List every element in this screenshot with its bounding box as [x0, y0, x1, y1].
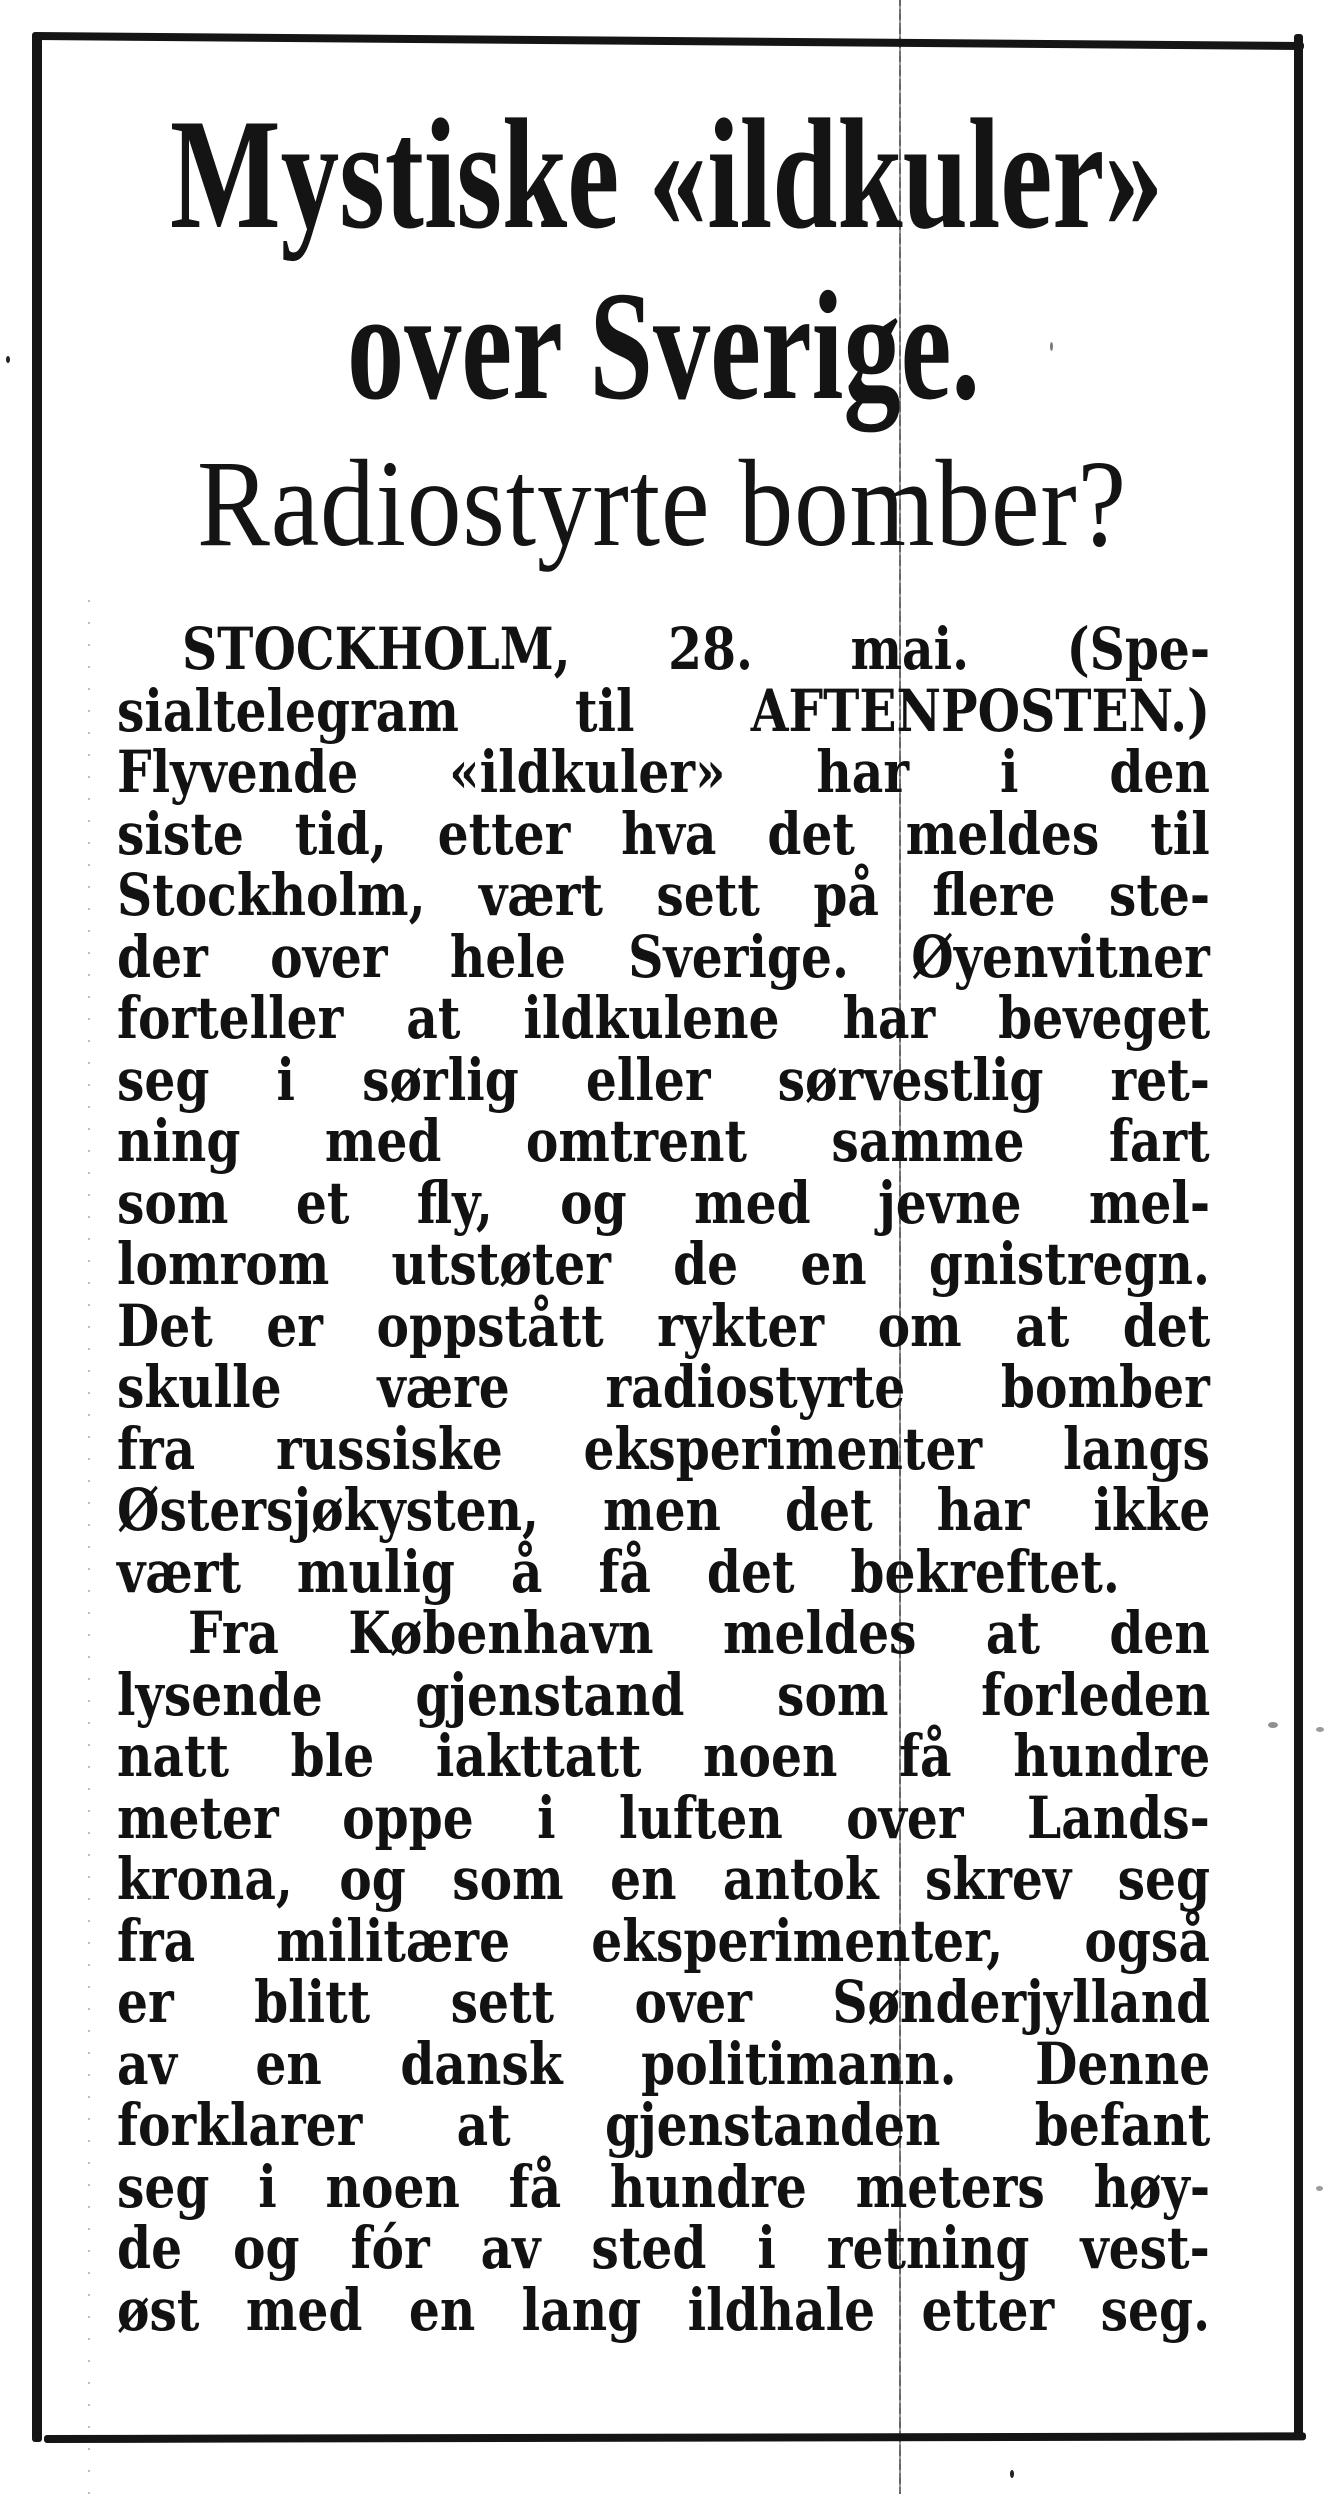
body-line: seg i sørlig eller sørvestlig ret- [117, 1045, 1210, 1114]
body-line: er blitt sett over Sønderjylland [117, 1968, 1211, 2036]
speck [1316, 1727, 1324, 1732]
body-line: natt ble iakttatt noen få hundre [117, 1722, 1211, 1790]
body-line: STOCKHOLM, 28. mai. (Spe- [182, 615, 1211, 683]
body-line: der over hele Sverige. Øyenvitner [117, 922, 1210, 991]
body-line: krona, og som en antok skrev seg [117, 1845, 1211, 1913]
body-line: lysende gjenstand som forleden [117, 1660, 1211, 1729]
body-line: siste tid, etter hva det meldes til [117, 799, 1210, 868]
body-line: Det er oppstått rykter om at det [117, 1291, 1211, 1360]
speck [1050, 342, 1053, 351]
body-line: Flyvende «ildkuler» har i den [117, 738, 1210, 806]
body-line: lomrom utstøter de en gnistregn. [117, 1230, 1210, 1298]
body-line: Fra København meldes at den [188, 1599, 1210, 1667]
body-line: vært mulig å få det bekreftet. [117, 1537, 1120, 1606]
body-line: meter oppe i luften over Lands- [117, 1783, 1210, 1852]
speck [1268, 1722, 1278, 1728]
body-line: Stockholm, vært sett på flere ste- [117, 861, 1211, 929]
speck [1316, 2186, 1323, 2191]
body-line: seg i noen få hundre meters høy- [117, 2152, 1211, 2221]
speck [1010, 2470, 1014, 2478]
margin-dots [88, 600, 90, 2500]
body-line: forklarer at gjenstanden befant [117, 2091, 1211, 2159]
body-line: sialtelegram til AFTENPOSTEN.) [117, 676, 1211, 745]
body-line: øst med en lang ildhale etter seg. [117, 2275, 1211, 2344]
body-line: Østersjøkysten, men det har ikke [117, 1476, 1211, 1544]
body-line: skulle være radiostyrte bomber [117, 1353, 1210, 1421]
subheadline: Radiostyrte bomber? [197, 435, 1127, 572]
box-border-bottom [44, 2432, 1306, 2443]
body-line: som et fly, og med jevne mel- [117, 1168, 1211, 1237]
body-line: ning med omtrent samme fart [117, 1107, 1210, 1175]
body-line: av en dansk politimann. Denne [117, 2029, 1211, 2098]
headline-line-1: Mystiske «ildkuler» [170, 87, 1163, 262]
body-line: fra militære eksperimenter, også [117, 1906, 1210, 1975]
box-border-left [32, 34, 42, 2442]
headline-line-2: over Sverige. [347, 259, 980, 432]
speck [6, 356, 10, 363]
body-line: de og fór av sted i retning vest- [117, 2214, 1210, 2282]
body-line: fra russiske eksperimenter langs [117, 1414, 1210, 1483]
box-border-top [32, 32, 1304, 50]
box-border-right [1294, 34, 1303, 2438]
body-line: forteller at ildkulene har beveget [117, 984, 1211, 1052]
